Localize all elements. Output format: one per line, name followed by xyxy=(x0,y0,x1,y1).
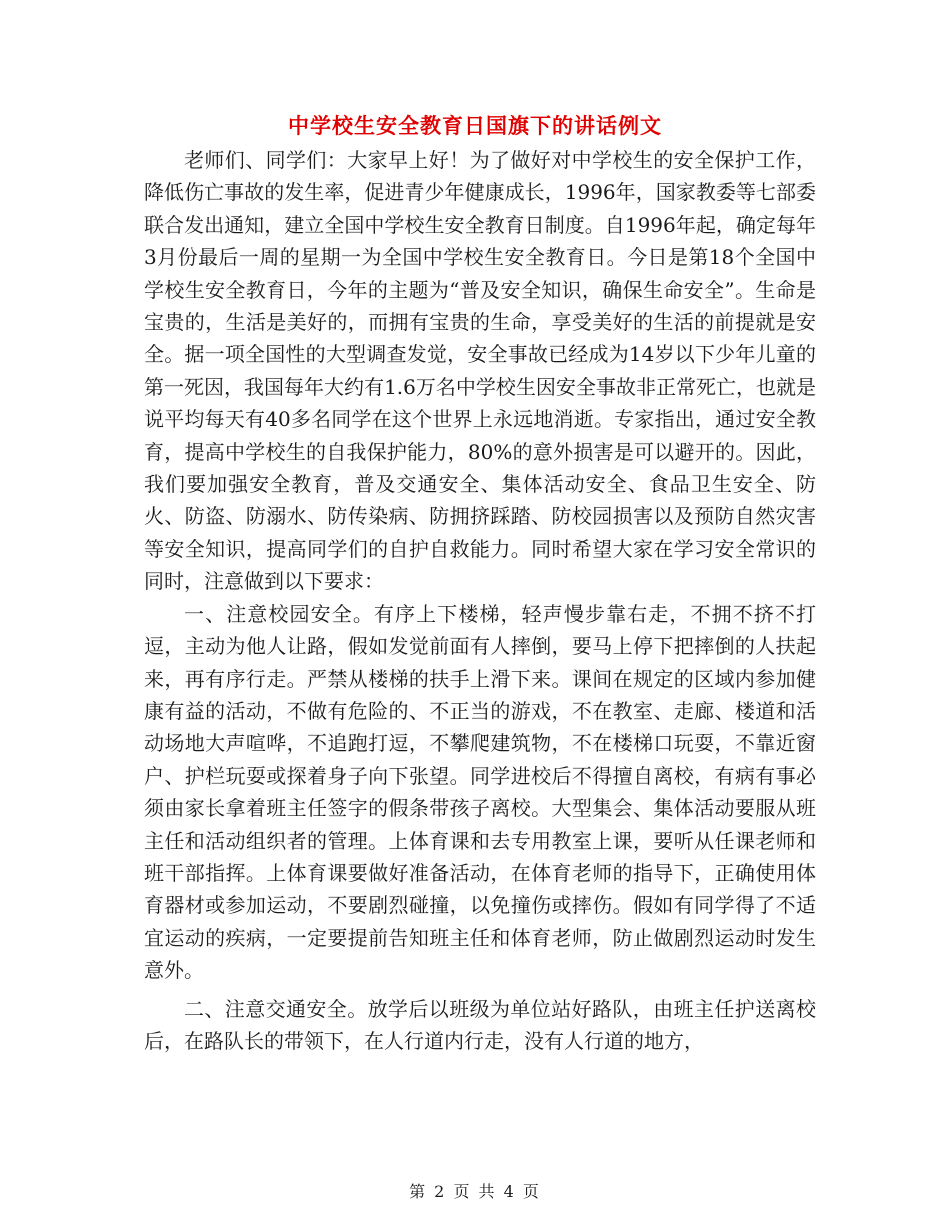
paragraph-intro: 老师们、同学们：大家早上好！为了做好对中学校生的安全保护工作，降低伤亡事故的发生率，促进青少年健康成长，1996年，国家教委等七部委联合发出通知，建立全国中学校生安全教育日制度。自1996年起，确定每年3月份最后一周的星期一为全国中学校生安全教育日。今日是第18个全国中学校生安全教育日，今年的主题为“普及安全知识，确保生命安全”。生命是宝贵的，生活是美好的，而拥有宝贵的生命，享受美好的生活的前提就是安全。据一项全国性的大型调查发觉，安全事故已经成为14岁以下少年儿童的第一死因，我国每年大约有1.6万名中学校生因安全事故非正常死亡，也就是说平均每天有40多名同学在这个世界上永远地消逝。专家指出，通过安全教育，提高中学校生的自我保护能力，80%的意外损害是可以避开的。因此，我们要加强安全教育，普及交通安全、集体活动安全、食品卫生安全、防火、防盗、防溺水、防传染病、防拥挤踩踏、防校园损害以及预防自然灾害等安全知识，提高同学们的自护自救能力。同时希望大家在学习安全常识的同时，注意做到以下要求： xyxy=(144,148,816,594)
paragraph-traffic-safety: 二、注意交通安全。放学后以班级为单位站好路队，由班主任护送离校后，在路队长的带领下，在人行道内行走，没有人行道的地方， xyxy=(144,996,816,1053)
document-title: 中学校生安全教育日国旗下的讲话例文 xyxy=(288,113,662,138)
paragraph-campus-safety: 一、注意校园安全。有序上下楼梯，轻声慢步靠右走，不拥不挤不打逗，主动为他人让路，假如发觉前面有人摔倒，要马上停下把摔倒的人扶起来，再有序行走。严禁从楼梯的扶手上滑下来。课间在规定的区域内参加健康有益的活动，不做有危险的、不正当的游戏，不在教室、走廊、楼道和活动场地大声喧哗，不追跑打逗，不攀爬建筑物，不在楼梯口玩耍，不靠近窗户、护栏玩耍或探着身子向下张望。同学进校后不得擅自离校，有病有事必须由家长拿着班主任签字的假条带孩子离校。大型集会、集体活动要服从班主任和活动组织者的管理。上体育课和去专用教室上课，要听从任课老师和班干部指挥。上体育课要做好准备活动，在体育老师的指导下，正确使用体育器材或参加运动，不要剧烈碰撞，以免撞伤或摔伤。假如有同学得了不适宜运动的疾病，一定要提前告知班主任和体育老师，防止做剧烈运动时发生意外。 xyxy=(144,601,816,983)
document-body xyxy=(144,144,816,1057)
page-number-footer: 第 2 页 共 4 页 xyxy=(409,1182,541,1201)
